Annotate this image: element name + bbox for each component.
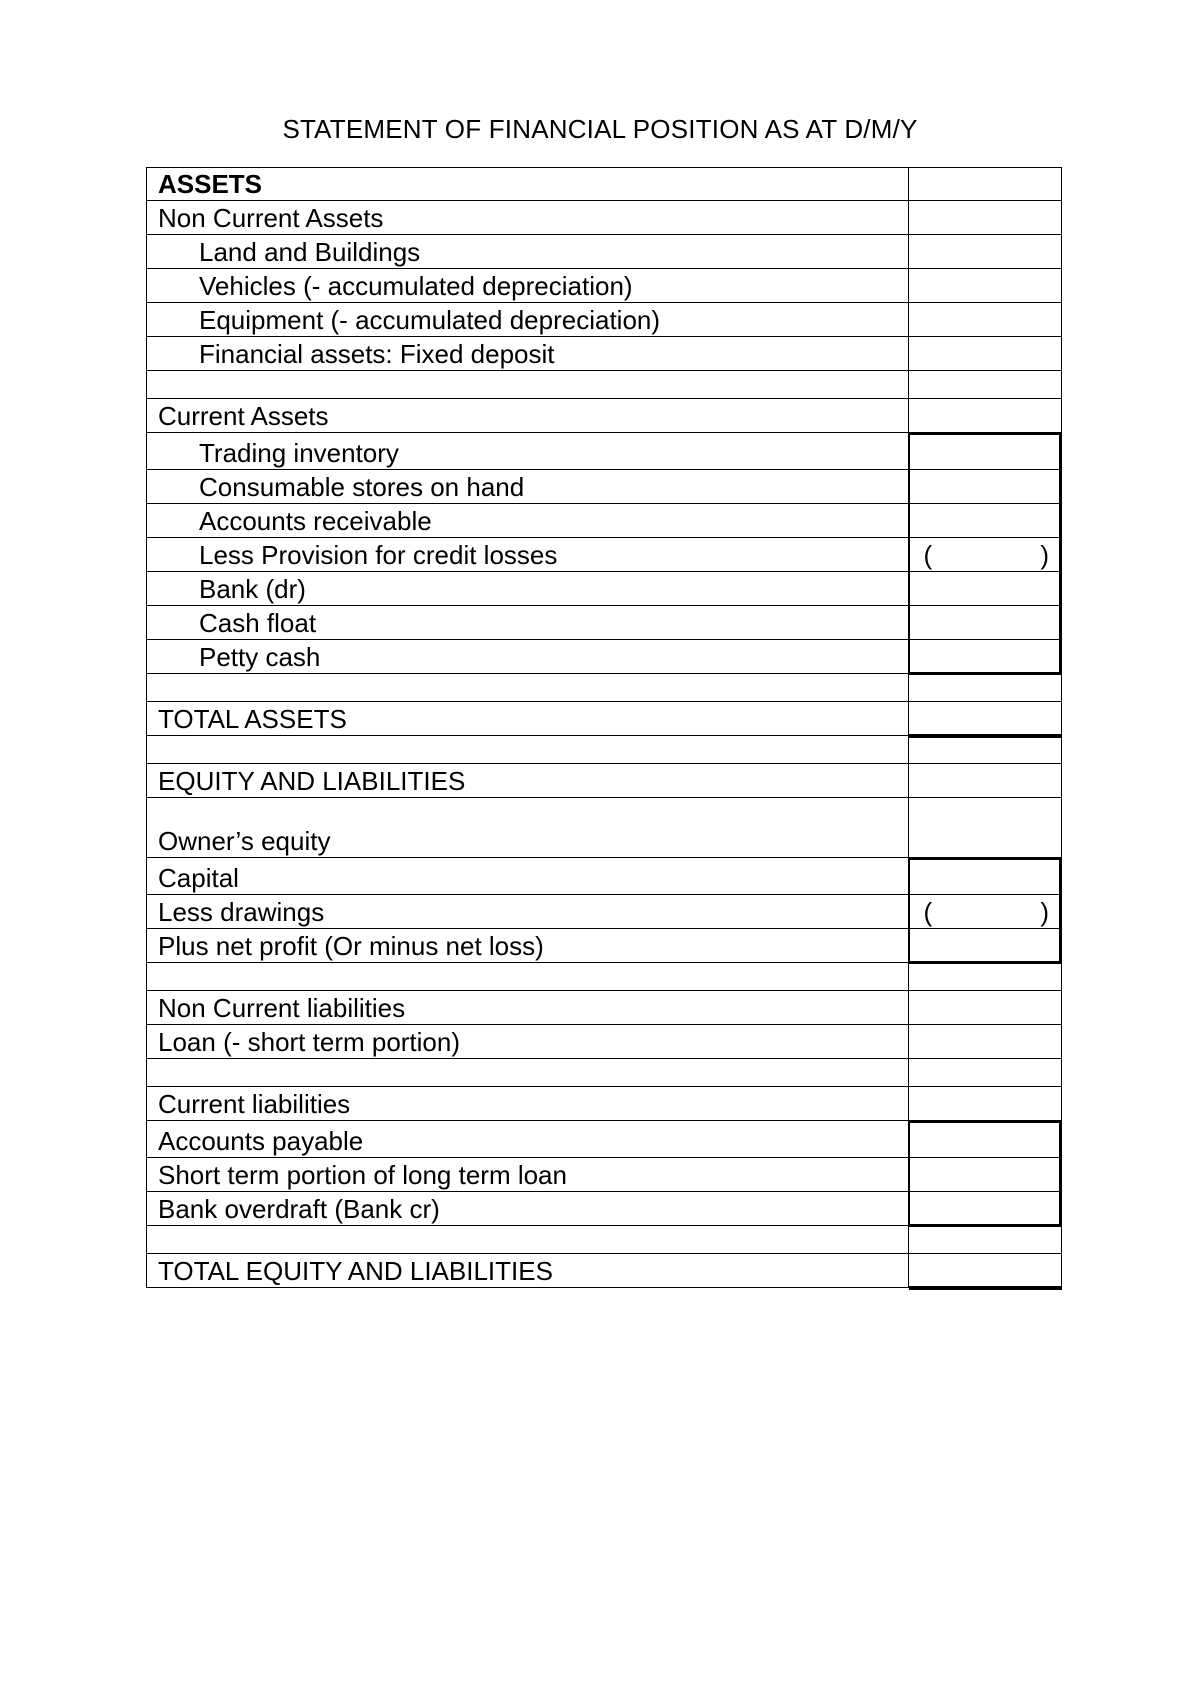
- page-title: STATEMENT OF FINANCIAL POSITION AS AT D/M/Y: [282, 114, 918, 144]
- amount-cell[interactable]: [908, 606, 1063, 639]
- amount-cell: [909, 1059, 1062, 1086]
- empty-label-cell: [146, 371, 909, 398]
- empty-label-cell: [146, 674, 909, 701]
- amount-cell: [909, 674, 1062, 701]
- total-assets-label: TOTAL ASSETS: [146, 702, 909, 735]
- amount-cell[interactable]: [909, 201, 1062, 234]
- close-parenthesis: ): [1040, 540, 1049, 570]
- table-row: [146, 895, 1062, 929]
- owners-equity-heading: Owner’s equity: [146, 798, 909, 857]
- empty-label-cell: [146, 1226, 909, 1253]
- net-profit-label: Plus net profit (Or minus net loss): [146, 929, 909, 962]
- table-row: [146, 303, 1062, 337]
- spacer-row: [146, 674, 1062, 702]
- table-row: [146, 167, 1062, 201]
- table-row: [146, 1025, 1062, 1059]
- table-row: [146, 538, 1062, 572]
- current-assets-heading: Current Assets: [146, 399, 909, 432]
- amount-cell[interactable]: [908, 1158, 1063, 1191]
- table-row: [146, 337, 1062, 371]
- amount-cell[interactable]: [908, 929, 1063, 964]
- amount-cell: [909, 963, 1062, 990]
- amount-cell[interactable]: [909, 798, 1062, 857]
- table-row: [146, 929, 1062, 963]
- amount-cell[interactable]: [909, 168, 1062, 200]
- amount-cell[interactable]: [909, 269, 1062, 302]
- total-amount-cell[interactable]: [909, 1254, 1062, 1290]
- empty-label-cell: [146, 963, 909, 990]
- open-parenthesis: (: [923, 897, 933, 927]
- consumable-stores-label: Consumable stores on hand: [146, 470, 909, 503]
- equipment-label: Equipment (- accumulated depreciation): [146, 303, 909, 336]
- table-row: [146, 640, 1062, 674]
- spacer-row: [146, 371, 1062, 399]
- amount-cell: [909, 736, 1062, 763]
- table-row: [146, 702, 1062, 736]
- table-row: [146, 764, 1062, 798]
- financial-statement-table: [146, 167, 1062, 1288]
- financial-assets-label: Financial assets: Fixed deposit: [146, 337, 909, 370]
- amount-cell[interactable]: [908, 1192, 1063, 1227]
- vehicles-label: Vehicles (- accumulated depreciation): [146, 269, 909, 302]
- table-row: [146, 470, 1062, 504]
- cash-float-label: Cash float: [146, 606, 909, 639]
- amount-cell[interactable]: [909, 991, 1062, 1024]
- amount-cell[interactable]: [908, 857, 1063, 895]
- non-current-liabilities-heading: Non Current liabilities: [146, 991, 909, 1024]
- bank-dr-label: Bank (dr): [146, 572, 909, 605]
- accounts-receivable-label: Accounts receivable: [146, 504, 909, 537]
- table-row: [146, 1192, 1062, 1226]
- amount-cell[interactable]: [908, 572, 1063, 605]
- amount-cell: [909, 1226, 1062, 1253]
- table-row: [146, 269, 1062, 303]
- table-row: [146, 1121, 1062, 1158]
- less-drawings-label: Less drawings: [146, 895, 909, 928]
- amount-cell[interactable]: [909, 303, 1062, 336]
- trading-inventory-label: Trading inventory: [146, 433, 909, 469]
- table-row: [146, 399, 1062, 433]
- table-row: [146, 1087, 1062, 1121]
- amount-cell[interactable]: [909, 399, 1062, 432]
- total-equity-liabilities-label: TOTAL EQUITY AND LIABILITIES: [146, 1254, 909, 1287]
- non-current-assets-heading: Non Current Assets: [146, 201, 909, 234]
- accounts-payable-label: Accounts payable: [146, 1121, 909, 1157]
- table-row: [146, 572, 1062, 606]
- total-amount-cell[interactable]: [909, 702, 1062, 738]
- table-row: [146, 433, 1062, 470]
- spacer-row: [146, 736, 1062, 764]
- empty-label-cell: [146, 1059, 909, 1086]
- amount-cell[interactable]: [909, 764, 1062, 797]
- capital-label: Capital: [146, 858, 909, 894]
- empty-label-cell: [146, 736, 909, 763]
- negative-amount-cell[interactable]: [908, 538, 1063, 571]
- close-parenthesis: ): [1040, 897, 1049, 927]
- amount-cell: [909, 371, 1062, 398]
- loan-label: Loan (- short term portion): [146, 1025, 909, 1058]
- land-buildings-label: Land and Buildings: [146, 235, 909, 268]
- amount-cell[interactable]: [909, 337, 1062, 370]
- table-row: [146, 504, 1062, 538]
- amount-cell[interactable]: [909, 1025, 1062, 1058]
- table-row: [146, 858, 1062, 895]
- provision-credit-losses-label: Less Provision for credit losses: [146, 538, 909, 571]
- current-liabilities-heading: Current liabilities: [146, 1087, 909, 1120]
- negative-amount-cell[interactable]: [908, 895, 1063, 928]
- amount-cell[interactable]: [908, 640, 1063, 675]
- table-row: [146, 1158, 1062, 1192]
- spacer-row: [146, 963, 1062, 991]
- amount-cell[interactable]: [909, 235, 1062, 268]
- table-row: [146, 606, 1062, 640]
- assets-heading: ASSETS: [146, 168, 909, 200]
- table-row: [146, 991, 1062, 1025]
- table-row: [146, 1254, 1062, 1288]
- amount-cell[interactable]: [908, 432, 1063, 470]
- amount-cell[interactable]: [909, 1087, 1062, 1120]
- open-parenthesis: (: [923, 540, 933, 570]
- amount-cell[interactable]: [908, 470, 1063, 503]
- equity-liabilities-heading: EQUITY AND LIABILITIES: [146, 764, 909, 797]
- petty-cash-label: Petty cash: [146, 640, 909, 673]
- amount-cell[interactable]: [908, 504, 1063, 537]
- amount-cell[interactable]: [908, 1120, 1063, 1158]
- spacer-row: [146, 1226, 1062, 1254]
- table-row: [146, 798, 1062, 858]
- spacer-row: [146, 1059, 1062, 1087]
- short-term-portion-label: Short term portion of long term loan: [146, 1158, 909, 1191]
- bank-overdraft-label: Bank overdraft (Bank cr): [146, 1192, 909, 1225]
- table-row: [146, 235, 1062, 269]
- table-row: [146, 201, 1062, 235]
